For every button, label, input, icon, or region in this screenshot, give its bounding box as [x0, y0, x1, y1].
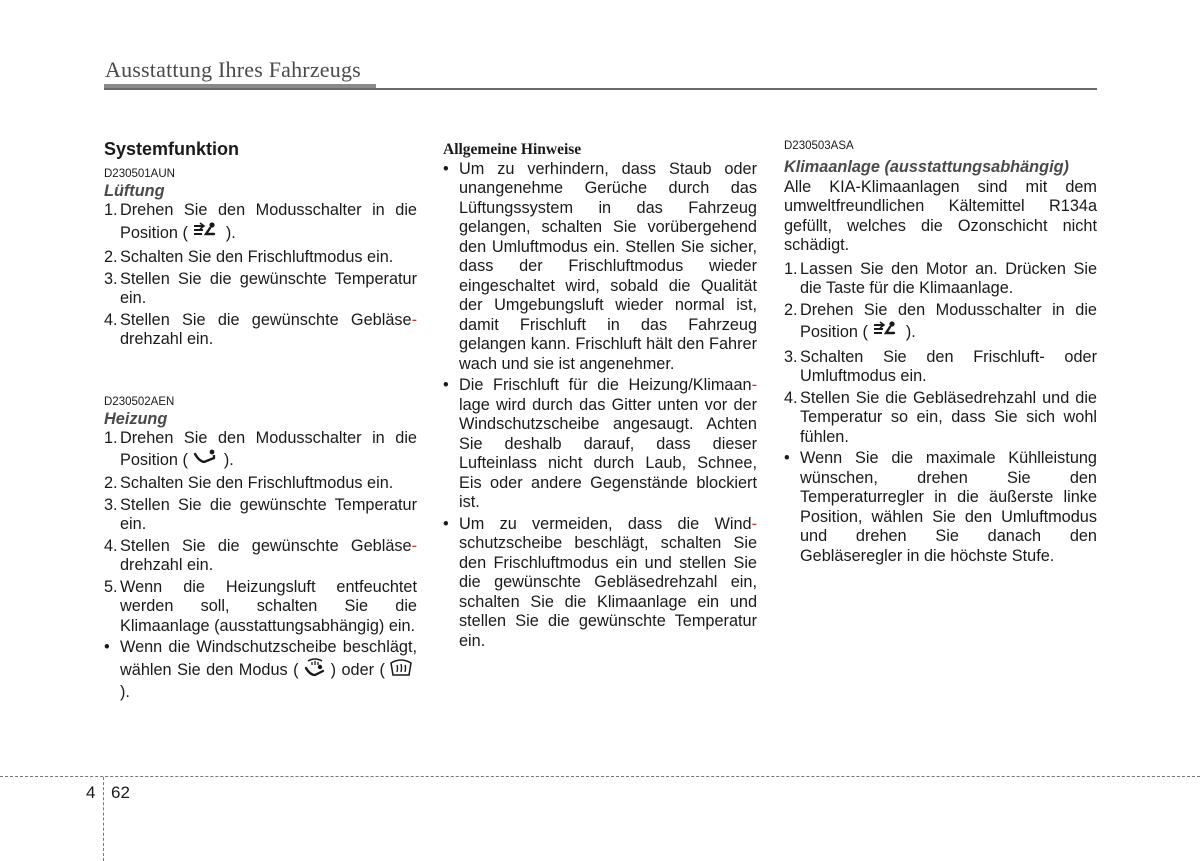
item-number: 2.	[104, 248, 118, 266]
item-text-cont: schutzscheibe beschlägt, schalten Sie den Frischluftmodus ein und stellen Sie die gewünschte Gebläsedrehzahl ein, schalten Sie die Klimaanlage ein und stellen Sie die gewünschte Temperatur ein.	[459, 534, 757, 650]
hyphen: -	[411, 536, 417, 555]
reference-code: D230502AEN	[104, 395, 175, 408]
list-item	[104, 578, 417, 637]
item-text-cont: drehzahl ein.	[120, 556, 214, 574]
bullet-item	[104, 638, 417, 703]
column-right	[784, 136, 1097, 566]
section-heading-hinweise: Allgemeine Hinweise	[443, 141, 582, 158]
list-item	[784, 301, 1097, 346]
item-number: 4.	[104, 536, 118, 555]
page-header-title: Ausstattung Ihres Fahrzeugs	[105, 57, 361, 82]
list-item	[104, 474, 417, 494]
bullet: •	[104, 638, 110, 656]
bullet-item	[443, 376, 757, 513]
intro-paragraph: Alle KIA-Klimaanlagen sind mit dem umweltfreundlichen Kältemittel R134a gefüllt, welches die Ozonschicht nicht schädigt.	[784, 177, 1097, 254]
item-number: 1.	[104, 429, 118, 447]
item-number: 5.	[104, 577, 118, 596]
footer-divider	[0, 776, 1200, 777]
item-text: Drehen Sie den Modusschalter in die Position (	[800, 300, 1097, 342]
list-item	[104, 270, 417, 309]
bullet: •	[784, 449, 790, 467]
item-text: Stellen Sie die gewünschte Temperatur ein.	[120, 495, 417, 533]
item-text: Schalten Sie den Frischluftmodus ein.	[120, 474, 394, 492]
floor-vent-mode-icon	[192, 449, 220, 473]
footer-vertical-divider	[103, 777, 104, 861]
list-item	[104, 429, 417, 472]
subheading-klimaanlage: Klimaanlage (ausstattungsabhängig)	[784, 158, 1069, 176]
item-text: Um zu verhindern, dass Staub oder unangenehme Gerüche durch das Lüftungssystem in das Fahrzeug gelangen, schalten Sie vorübergehend den Umluftmodus ein. Stellen Sie sicher, dass der Frischluftmodus wieder eingeschaltet wird, sobald die Qualität der Umgebungsluft wieder normal ist, damit Frischluft in das Fahrzeug gelangen kann. Frischluft hält den Fahrer wach und sie ist angenehmer.	[459, 159, 757, 373]
item-text: Wenn die Windschutzscheibe beschlägt, wählen Sie den Modus (	[120, 638, 417, 679]
list-item	[104, 201, 417, 246]
item-text-cont: drehzahl ein.	[120, 330, 214, 348]
item-number: 4.	[104, 310, 118, 329]
item-text: Lassen Sie den Motor an. Drücken Sie die Taste für die Klimaanlage.	[800, 259, 1097, 297]
subheading-lueftung: Lüftung	[104, 181, 165, 200]
item-text: Stellen Sie die Gebläsedrehzahl und die Temperatur so ein, dass Sie sich wohl fühlen.	[800, 388, 1097, 446]
list-item	[784, 260, 1097, 299]
section-heading: Systemfunktion	[104, 139, 240, 159]
bullet: •	[443, 159, 449, 178]
item-text: Stellen Sie die gewünschte Gebläse	[120, 310, 412, 329]
column-middle	[443, 136, 757, 651]
item-number: 3.	[104, 495, 118, 514]
item-text-end: ).	[225, 223, 236, 242]
header-rule	[104, 88, 1097, 90]
item-text-mid: ) oder (	[330, 660, 385, 679]
face-vent-mode-icon	[192, 221, 222, 247]
hyphen: -	[751, 514, 757, 533]
item-text: Wenn die Heizungsluft entfeuchtet werden soll, schalten Sie die Klimaanlage (ausstattungsabhängig) ein.	[120, 577, 417, 635]
item-number: 3.	[104, 269, 118, 288]
bullet-item	[784, 449, 1097, 566]
item-text: Drehen Sie den Modusschalter in die Position (	[120, 201, 417, 242]
item-text: Schalten Sie den Frischluftmodus ein.	[120, 248, 394, 266]
item-text: Um zu vermeiden, dass die Wind	[459, 514, 752, 533]
hyphen: -	[751, 376, 757, 394]
list-item	[104, 248, 417, 268]
item-text: Drehen Sie den Modusschalter in die Position (	[120, 429, 417, 469]
item-text-cont: lage wird durch das Gitter unten vor der Windschutzscheibe angesaugt. Achten Sie deshalb darauf, dass dieser Lufteinlass nicht durch Laub, Schnee, Eis oder andere Gegenstände blockiert ist.	[459, 395, 757, 511]
item-number: 1.	[784, 259, 798, 278]
floor-defrost-mode-icon	[303, 658, 327, 684]
column-left	[104, 136, 417, 703]
item-number: 2.	[104, 474, 118, 492]
item-number: 2.	[784, 300, 798, 319]
list-item	[784, 348, 1097, 387]
reference-code: D230501AUN	[104, 167, 175, 180]
item-text: Wenn Sie die maximale Kühlleistung wünschen, drehen Sie den Temperaturregler in die äußerste linke Position, wählen Sie den Umluftmodus und drehen Sie danach den Gebläseregler in die höchste Stufe.	[800, 449, 1097, 565]
hyphen: -	[411, 310, 417, 329]
list-item	[104, 496, 417, 535]
item-text: Schalten Sie den Frischluft- oder Umluftmodus ein.	[800, 347, 1097, 385]
face-vent-mode-icon	[872, 320, 902, 346]
item-text: Die Frischluft für die Heizung/Klimaan	[459, 376, 752, 394]
bullet: •	[443, 514, 449, 533]
bullet-item	[443, 515, 757, 652]
item-text-end: ).	[120, 683, 130, 701]
item-number: 4.	[784, 388, 798, 407]
item-text: Stellen Sie die gewünschte Temperatur ein.	[120, 269, 417, 307]
page-number: 62	[111, 783, 130, 802]
item-text-end: ).	[223, 450, 234, 469]
item-text-end: ).	[905, 323, 916, 342]
reference-code: D230503ASA	[784, 140, 854, 152]
list-item	[784, 389, 1097, 448]
bullet-item	[443, 160, 757, 375]
chapter-number: 4	[86, 783, 96, 802]
windshield-defrost-icon	[389, 658, 413, 684]
list-item	[104, 537, 417, 576]
item-text: Stellen Sie die gewünschte Gebläse	[120, 536, 412, 555]
item-number: 3.	[784, 347, 798, 366]
bullet: •	[443, 376, 449, 394]
subheading-heizung: Heizung	[104, 409, 168, 428]
list-item	[104, 311, 417, 350]
item-number: 1.	[104, 201, 118, 219]
